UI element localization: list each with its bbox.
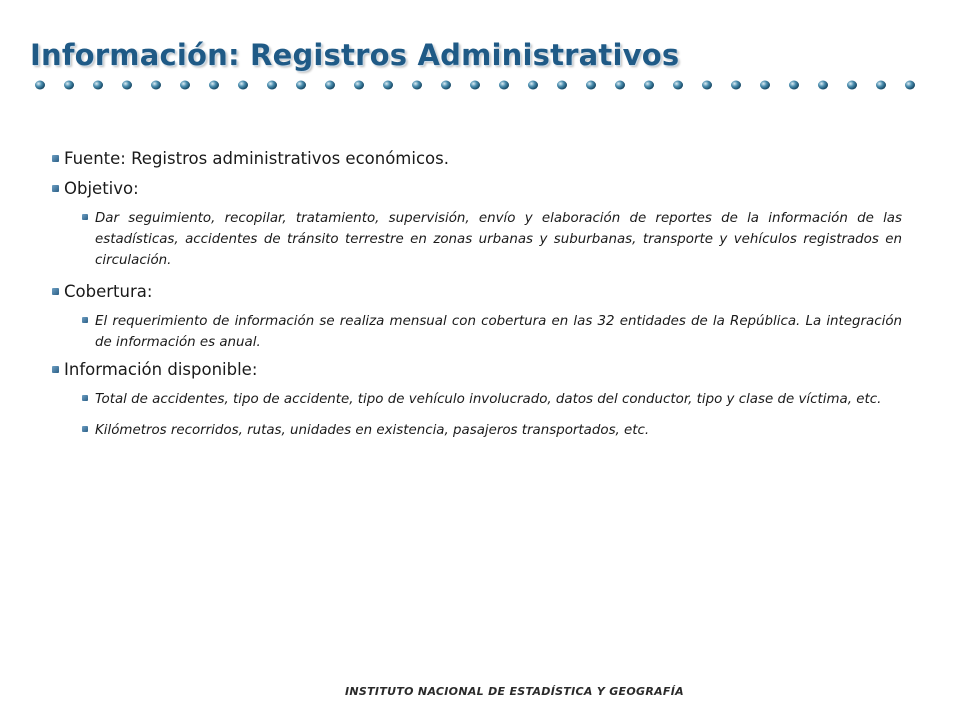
section-label: Información disponible: bbox=[64, 360, 258, 379]
divider-dot bbox=[35, 81, 45, 90]
list-item bbox=[52, 311, 902, 353]
divider-dot bbox=[470, 81, 480, 90]
list-item bbox=[52, 420, 902, 441]
section-label: Fuente: Registros administrativos económicos. bbox=[64, 149, 449, 168]
divider-dot bbox=[122, 81, 132, 90]
content-body bbox=[52, 148, 902, 451]
square-bullet-icon bbox=[52, 288, 59, 295]
divider-dot bbox=[267, 81, 277, 90]
divider-dot bbox=[673, 81, 683, 90]
divider-dot bbox=[789, 81, 799, 90]
dot-group bbox=[35, 81, 915, 90]
square-bullet-icon bbox=[82, 317, 88, 323]
divider-dot bbox=[354, 81, 364, 90]
list-item-text: Total de accidentes, tipo de accidente, tipo de vehículo involucrado, datos del conductor, tipo y clase de víctima, etc. bbox=[95, 392, 882, 407]
list-item bbox=[52, 389, 902, 410]
list-item-text: Kilómetros recorridos, rutas, unidades en existencia, pasajeros transportados, etc. bbox=[95, 423, 650, 438]
list-item-text: El requerimiento de información se realiza mensual con cobertura en las 32 entidades de la República. La integración de información es anual. bbox=[95, 314, 902, 350]
section-label: Objetivo: bbox=[64, 179, 139, 198]
divider-dot bbox=[615, 81, 625, 90]
footer-institution: INSTITUTO NACIONAL DE ESTADÍSTICA Y GEOGRAFÍA bbox=[345, 685, 684, 698]
divider-dot bbox=[296, 81, 306, 90]
list-item bbox=[52, 208, 902, 271]
square-bullet-icon bbox=[82, 395, 88, 401]
square-bullet-icon bbox=[82, 214, 88, 220]
square-bullet-icon bbox=[52, 185, 59, 192]
divider-dot bbox=[702, 81, 712, 90]
divider-dot bbox=[876, 81, 886, 90]
divider-dot bbox=[586, 81, 596, 90]
dot-divider bbox=[0, 70, 960, 100]
divider-dot bbox=[238, 81, 248, 90]
divider-dot bbox=[818, 81, 828, 90]
square-bullet-icon bbox=[52, 155, 59, 162]
divider-dot bbox=[528, 81, 538, 90]
divider-dot bbox=[180, 81, 190, 90]
section-label: Cobertura: bbox=[64, 282, 153, 301]
list-item-text: Dar seguimiento, recopilar, tratamiento, supervisión, envío y elaboración de reportes de la información de las estadísticas, accidentes de tránsito terrestre en zonas urbanas y suburbanas, transporte y vehículos registrados en circulación. bbox=[95, 211, 902, 268]
divider-dot bbox=[644, 81, 654, 90]
slide-title: Información: Registros Administrativos bbox=[30, 38, 680, 72]
divider-dot bbox=[93, 81, 103, 90]
square-bullet-icon bbox=[82, 426, 88, 432]
divider-dot bbox=[499, 81, 509, 90]
divider-dot bbox=[557, 81, 567, 90]
divider-dot bbox=[847, 81, 857, 90]
divider-dot bbox=[441, 81, 451, 90]
divider-dot bbox=[325, 81, 335, 90]
section-cobertura bbox=[52, 281, 902, 303]
section-fuente bbox=[52, 148, 902, 170]
divider-dot bbox=[731, 81, 741, 90]
divider-dot bbox=[760, 81, 770, 90]
divider-dot bbox=[151, 81, 161, 90]
section-informacion-disponible bbox=[52, 359, 902, 381]
square-bullet-icon bbox=[52, 366, 59, 373]
divider-dot bbox=[383, 81, 393, 90]
divider-dot bbox=[64, 81, 74, 90]
section-objetivo bbox=[52, 178, 902, 200]
divider-dot bbox=[209, 81, 219, 90]
divider-dot bbox=[412, 81, 422, 90]
divider-dot bbox=[905, 81, 915, 90]
